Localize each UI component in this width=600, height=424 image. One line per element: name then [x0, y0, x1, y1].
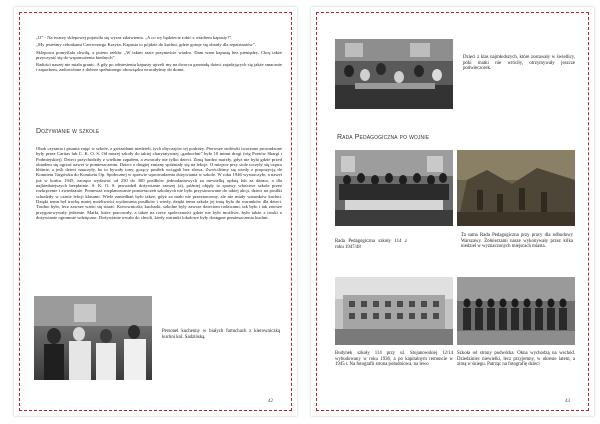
kitchen-staff-photo-image: [34, 296, 152, 380]
kitchen-photo-caption: Personel kuchenny w białych fartuchach z kierowniczką kuchni kol. Sadzińską.: [162, 329, 280, 340]
school-building-photo: [335, 277, 453, 345]
council-photo-image: [335, 150, 453, 226]
snack-photo-caption: Dzieci z klas najmłodszych, które zostawały w świetlicy, póki matki nie wróciły, otrzymywały jeszcze podwieczorek.: [463, 55, 575, 71]
council-caption: Rada Pedagogiczna szkoły 114 z roku 1947/48: [335, 239, 407, 250]
page-number: 42: [268, 399, 273, 404]
parade-photo-image: [457, 150, 575, 226]
left-page: [14, 7, 297, 416]
parade-caption: Ta sama Rada Pedagogiczna przy pracy dla odbudowy Warszawy. Żołnierzami nasze wykonywały przez kilka niedziel w wyznaczonych miejscach miasta.: [461, 233, 573, 249]
schoolyard-caption: Szkoła od strony podwórka. Okna wychodzą na wschód. Dziedziniec niewielki, lecz przyjemny, w okresie latem, a zimą w śniegu. Patrząc na fotografię dzieci: [457, 351, 575, 367]
children-snack-photo-image: [335, 39, 453, 109]
quote-block: [36, 35, 282, 75]
section-heading: Rada Pedagogiczna po wojnie: [337, 134, 430, 141]
section-heading: Dożywianie w szkole: [36, 128, 100, 135]
parade-photo: [457, 150, 575, 226]
children-snack-photo: [335, 39, 453, 109]
quote-paragraph: „O” - Na twarzy sklepowej pojawiła się wyraz zdziwienia. „A co wy będziecie robić z wiadrem kapusty?”.: [36, 35, 233, 40]
kitchen-staff-photo: [34, 296, 152, 380]
quote-paragraph: Radości naszej nie miała granic. A gdy po odniesieniu kapusty ujrzeli my na dworcu gromadę dzieci zajadających się jakże smacznie i zapachem, zadowolone z dobrze spełnionego obowiązku wracałyśmy do domu.: [36, 62, 282, 73]
schoolyard-photo: [457, 277, 575, 345]
quote-paragraph: Sklepowa pomyślała chwilę, a potem rzekła: „W takim razie przynieście wiadro. Dam wam kapustę bez pieniędzy. Chcę także przyczynić się do wspomożenia biednych”.: [36, 49, 282, 60]
page-number: 43: [565, 399, 570, 404]
school-building-photo-image: [335, 277, 453, 345]
quote-paragraph: „My jesteśmy członkami Czerwonego Krzyża. Kapusta to pójdzie do kuchni, gdzie gotuje się obiady dla repatriantów”.: [36, 42, 256, 48]
building-caption: Budynek szkoły 114 przy ul. Stojanowskiej 12/14 wybudowany w roku 1936, a po kapitalnym remoncie w 1945 r. Na fotografii strona południowa, na lewo: [335, 351, 453, 367]
body-text: Obok czytania i pisania zajęć w szkole, z gwiazdami niedzieli, tych obyczajów tej podróży. Pierwsze stołówki tworzone prowadzone były przez Caritas lub C. K. O. S. Od naszej szkoły do takiej charytatywnej „garkuchni” było 10 minut drogi (róg Poetów Skargi i Podmiejskiej). Dzieci przychodziły z wielkim zapałem, a zwracały nie tylko dzieci. Zimą bardzo marzły, gdyż nie było gdzie przed obiadem się ogrzać nawet w pomieszczeniu. Dzieci z drugiej zmiany spóźniały się na lekcje. O miejsce przy stole toczyły się często kłótnie, a jeśli dzieci nauczyły, bo to bywały tony, gorący posiłek wciągali bez słowa. Zwróciliśmy się wtedy z propozycją do Komitetu Targówka do Komitetu Op. Społecznej w sprawie wprowadzenia dożywiania w szkole. W roku 1946 wystarczyło, a nawet już w końcu 1945, zaczęto wydawać od 250 do 300 posiłków jednodaniowych za niewielką opłatą lub za darmo, a dla najbiedniejszych bezpłatnie. S. K. O. S. prowadził dożywianie szerzej (a), później objęły to sprawy właściwe szkole przez rozkręcenie i zwiedzanie. Ponieważ rozplanowanie pomieszczeń szkolnych nie było przystosowane do takiej akcji, dzieci na posiłki schodziły w czasie lekcji klasami. Wiele zaniedbań było także, gdyż za mało nie przeznaczony, ale nie miały warunków kuchni. Dzięki temu był trochę mniej możliwości wydawania posiłków i wtedy, dzięki temu szkoła jej imię było do warunków dla dzieci. Trudno było, lecz zawsze warto się starać. Kierowniczki, kucharki, szkolne były zawsze dzieciom rodzicami, tak było i tak zawsze przygotowywały jedzenie. Matki, które pracowały, a także na rzecz społeczności gdzie nie było możliwe, było także z troski o dożywianie ogromnie wdzięczne. Dożywianie trwało do chwili, kiedy warunki lokalowe były dostępne pomieszczenia kuchni.: [36, 146, 282, 220]
council-photo: [335, 150, 453, 226]
schoolyard-photo-image: [457, 277, 575, 345]
right-page: [311, 7, 594, 416]
